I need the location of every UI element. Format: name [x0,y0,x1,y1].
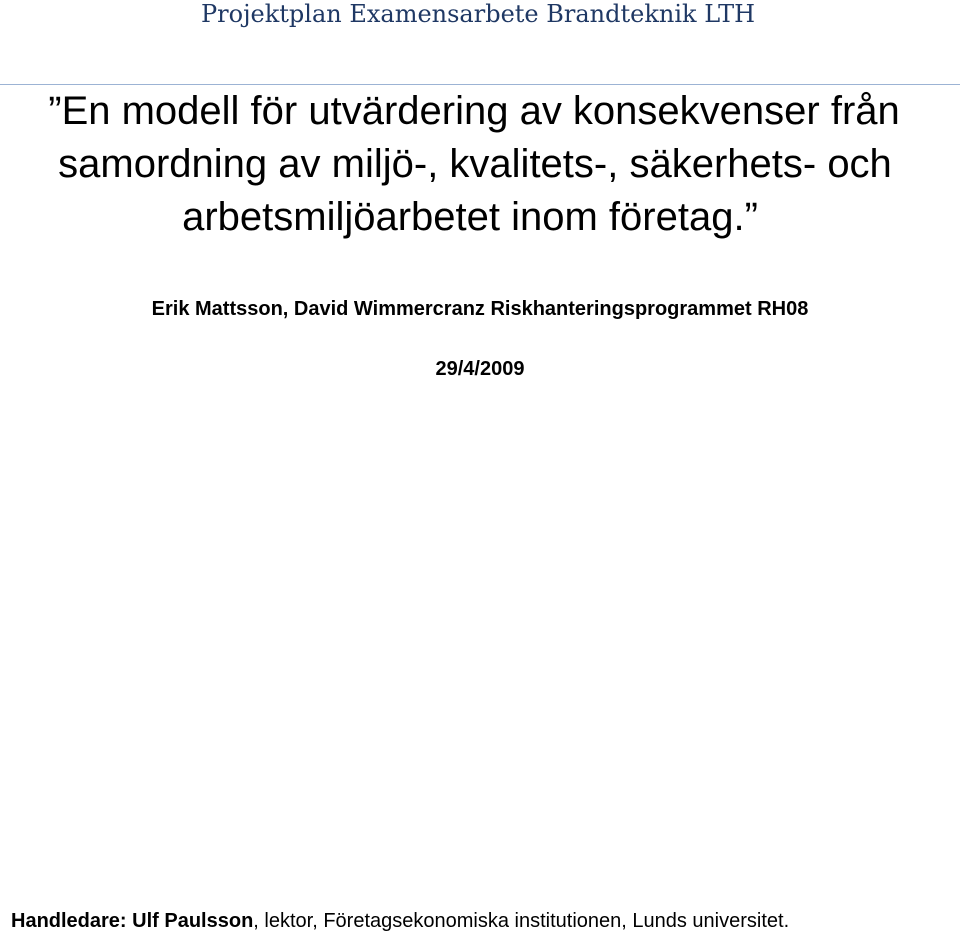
supervisor-name: Ulf Paulsson [132,910,254,932]
title-line-2: samordning av miljö-, kvalitets-, säkerhets- och [58,142,892,186]
title-closing-quote: ” [744,195,758,239]
document-date: 29/4/2009 [435,358,525,380]
supervisor-label: Handledare: [11,910,127,932]
supervisor-details: , lektor, Företagsekonomiska institutionen, Lunds universitet. [253,910,790,932]
title-line-3-text: arbetsmiljöarbetet inom företag. [182,195,745,239]
title-opening-quote: ” [48,89,62,133]
authors-line: Erik Mattsson, David Wimmercranz Riskhanteringsprogrammet RH08 [151,298,809,320]
page-header: Projektplan Examensarbete Brandteknik LTH [201,0,756,28]
document-title [0,85,960,244]
supervisor-line [11,908,789,934]
title-line-1 [0,85,960,138]
title-line-1-text: En modell för utvärdering av konsekvenser från [61,89,900,133]
title-line-3 [0,191,960,244]
